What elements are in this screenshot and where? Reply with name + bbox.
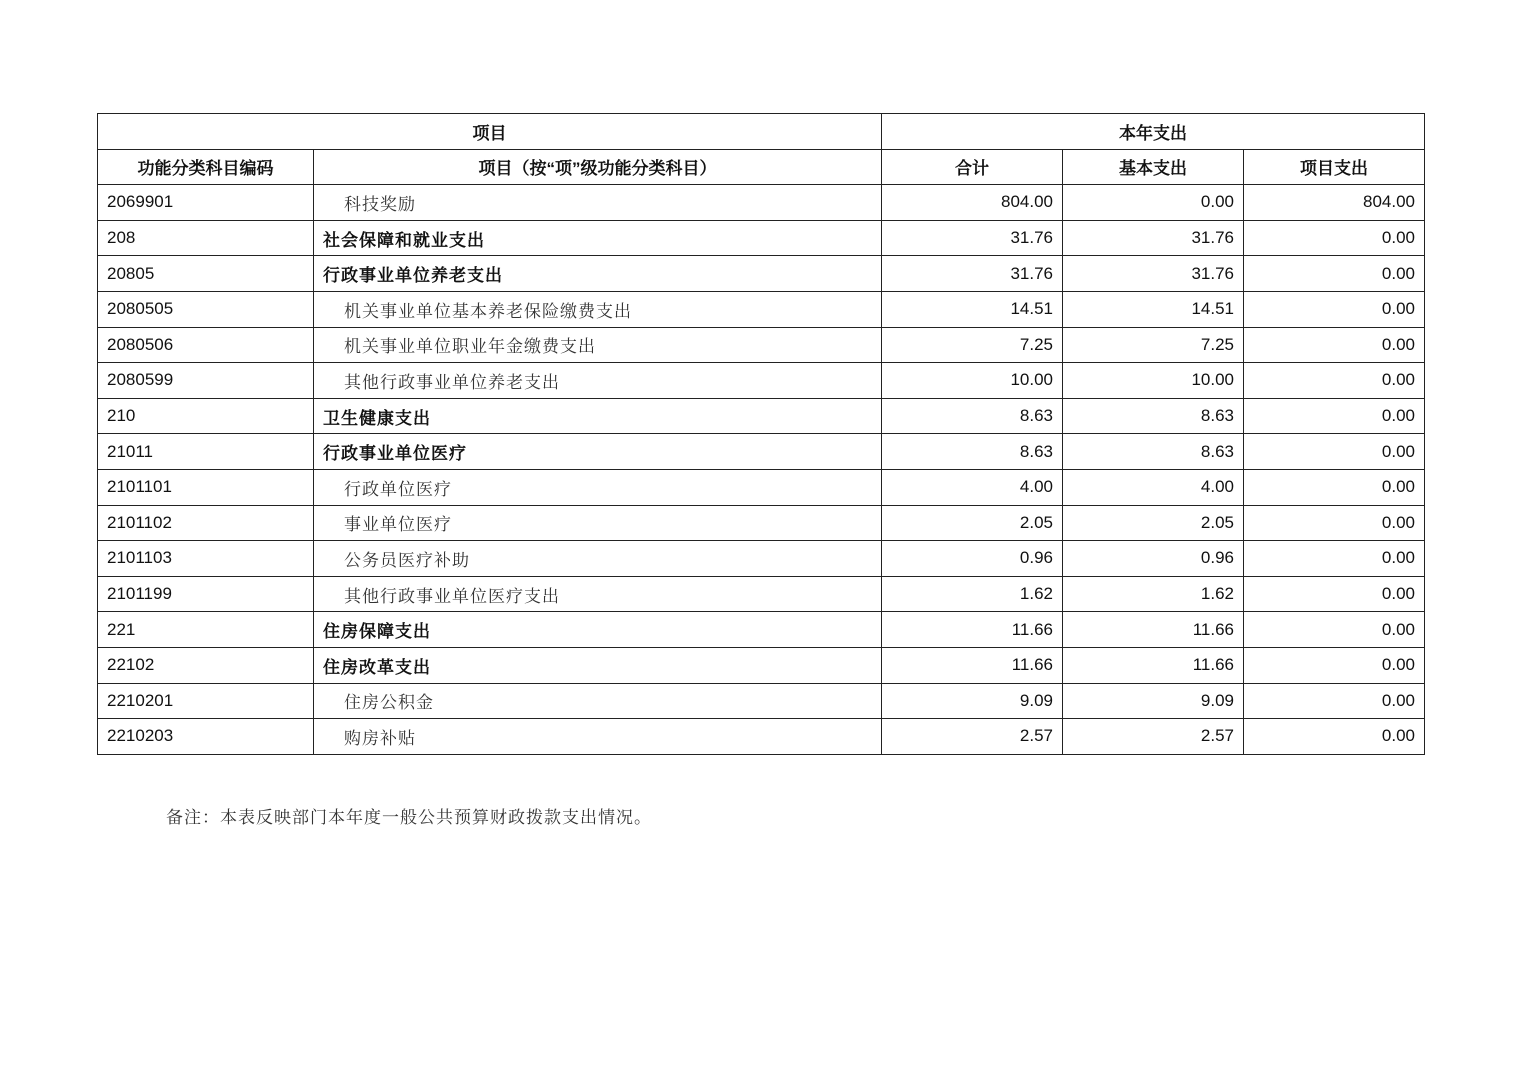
row-total: 804.00 bbox=[882, 185, 1063, 221]
row-total: 14.51 bbox=[882, 291, 1063, 327]
table-body bbox=[98, 185, 1425, 755]
row-basic: 0.00 bbox=[1063, 185, 1244, 221]
row-basic: 11.66 bbox=[1063, 612, 1244, 648]
row-total: 1.62 bbox=[882, 576, 1063, 612]
header-project: 项目支出 bbox=[1244, 149, 1425, 185]
row-code: 2101101 bbox=[98, 469, 314, 505]
row-total: 0.96 bbox=[882, 541, 1063, 577]
row-code: 2080505 bbox=[98, 291, 314, 327]
row-total: 7.25 bbox=[882, 327, 1063, 363]
row-project: 0.00 bbox=[1244, 612, 1425, 648]
row-project: 0.00 bbox=[1244, 434, 1425, 470]
row-name: 行政事业单位医疗 bbox=[314, 434, 882, 470]
row-total: 2.57 bbox=[882, 719, 1063, 755]
table-row bbox=[98, 434, 1425, 470]
table-row bbox=[98, 719, 1425, 755]
row-code: 21011 bbox=[98, 434, 314, 470]
row-total: 2.05 bbox=[882, 505, 1063, 541]
row-basic: 2.57 bbox=[1063, 719, 1244, 755]
row-name: 卫生健康支出 bbox=[314, 398, 882, 434]
row-name: 其他行政事业单位医疗支出 bbox=[314, 576, 882, 612]
table-row bbox=[98, 363, 1425, 399]
table-row bbox=[98, 291, 1425, 327]
header-basic: 基本支出 bbox=[1063, 149, 1244, 185]
row-project: 0.00 bbox=[1244, 256, 1425, 292]
header-group-item: 项目 bbox=[98, 114, 882, 150]
row-name: 购房补贴 bbox=[314, 719, 882, 755]
table-row bbox=[98, 612, 1425, 648]
header-code: 功能分类科目编码 bbox=[98, 149, 314, 185]
row-name: 其他行政事业单位养老支出 bbox=[314, 363, 882, 399]
row-basic: 10.00 bbox=[1063, 363, 1244, 399]
row-basic: 11.66 bbox=[1063, 647, 1244, 683]
row-code: 2069901 bbox=[98, 185, 314, 221]
table-row bbox=[98, 327, 1425, 363]
row-basic: 2.05 bbox=[1063, 505, 1244, 541]
row-project: 0.00 bbox=[1244, 719, 1425, 755]
row-total: 9.09 bbox=[882, 683, 1063, 719]
row-basic: 14.51 bbox=[1063, 291, 1244, 327]
row-name: 公务员医疗补助 bbox=[314, 541, 882, 577]
expenditure-table bbox=[97, 113, 1425, 755]
row-total: 11.66 bbox=[882, 647, 1063, 683]
row-code: 2080506 bbox=[98, 327, 314, 363]
expenditure-table-container bbox=[97, 113, 1424, 755]
row-project: 0.00 bbox=[1244, 647, 1425, 683]
row-name: 事业单位医疗 bbox=[314, 505, 882, 541]
row-name: 机关事业单位基本养老保险缴费支出 bbox=[314, 291, 882, 327]
row-basic: 31.76 bbox=[1063, 220, 1244, 256]
header-group-row bbox=[98, 114, 1425, 150]
table-row bbox=[98, 256, 1425, 292]
row-project: 0.00 bbox=[1244, 220, 1425, 256]
row-basic: 7.25 bbox=[1063, 327, 1244, 363]
table-row bbox=[98, 398, 1425, 434]
row-basic: 9.09 bbox=[1063, 683, 1244, 719]
row-name: 社会保障和就业支出 bbox=[314, 220, 882, 256]
row-total: 4.00 bbox=[882, 469, 1063, 505]
row-project: 0.00 bbox=[1244, 363, 1425, 399]
row-project: 0.00 bbox=[1244, 541, 1425, 577]
row-project: 804.00 bbox=[1244, 185, 1425, 221]
table-row bbox=[98, 683, 1425, 719]
table-row bbox=[98, 647, 1425, 683]
row-project: 0.00 bbox=[1244, 683, 1425, 719]
row-basic: 31.76 bbox=[1063, 256, 1244, 292]
row-total: 31.76 bbox=[882, 220, 1063, 256]
row-total: 8.63 bbox=[882, 398, 1063, 434]
table-row bbox=[98, 185, 1425, 221]
row-name: 行政事业单位养老支出 bbox=[314, 256, 882, 292]
table-row bbox=[98, 505, 1425, 541]
table-note: 备注：本表反映部门本年度一般公共预算财政拨款支出情况。 bbox=[166, 808, 652, 828]
row-code: 2101103 bbox=[98, 541, 314, 577]
row-total: 11.66 bbox=[882, 612, 1063, 648]
row-code: 2101102 bbox=[98, 505, 314, 541]
row-name: 住房保障支出 bbox=[314, 612, 882, 648]
row-code: 208 bbox=[98, 220, 314, 256]
row-total: 31.76 bbox=[882, 256, 1063, 292]
row-name: 住房公积金 bbox=[314, 683, 882, 719]
row-name: 机关事业单位职业年金缴费支出 bbox=[314, 327, 882, 363]
table-row bbox=[98, 576, 1425, 612]
row-code: 210 bbox=[98, 398, 314, 434]
row-basic: 0.96 bbox=[1063, 541, 1244, 577]
row-total: 10.00 bbox=[882, 363, 1063, 399]
row-basic: 8.63 bbox=[1063, 434, 1244, 470]
row-code: 2080599 bbox=[98, 363, 314, 399]
row-code: 2210201 bbox=[98, 683, 314, 719]
row-name: 住房改革支出 bbox=[314, 647, 882, 683]
row-project: 0.00 bbox=[1244, 576, 1425, 612]
table-row bbox=[98, 220, 1425, 256]
row-project: 0.00 bbox=[1244, 291, 1425, 327]
row-project: 0.00 bbox=[1244, 398, 1425, 434]
table-row bbox=[98, 469, 1425, 505]
row-project: 0.00 bbox=[1244, 469, 1425, 505]
header-name: 项目（按“项”级功能分类科目） bbox=[314, 149, 882, 185]
row-name: 科技奖励 bbox=[314, 185, 882, 221]
row-code: 20805 bbox=[98, 256, 314, 292]
table-row bbox=[98, 541, 1425, 577]
row-project: 0.00 bbox=[1244, 327, 1425, 363]
row-code: 2210203 bbox=[98, 719, 314, 755]
row-project: 0.00 bbox=[1244, 505, 1425, 541]
row-basic: 8.63 bbox=[1063, 398, 1244, 434]
header-group-expense: 本年支出 bbox=[882, 114, 1425, 150]
row-basic: 4.00 bbox=[1063, 469, 1244, 505]
row-name: 行政单位医疗 bbox=[314, 469, 882, 505]
row-code: 221 bbox=[98, 612, 314, 648]
header-column-row bbox=[98, 149, 1425, 185]
row-basic: 1.62 bbox=[1063, 576, 1244, 612]
row-code: 2101199 bbox=[98, 576, 314, 612]
row-code: 22102 bbox=[98, 647, 314, 683]
row-total: 8.63 bbox=[882, 434, 1063, 470]
header-total: 合计 bbox=[882, 149, 1063, 185]
